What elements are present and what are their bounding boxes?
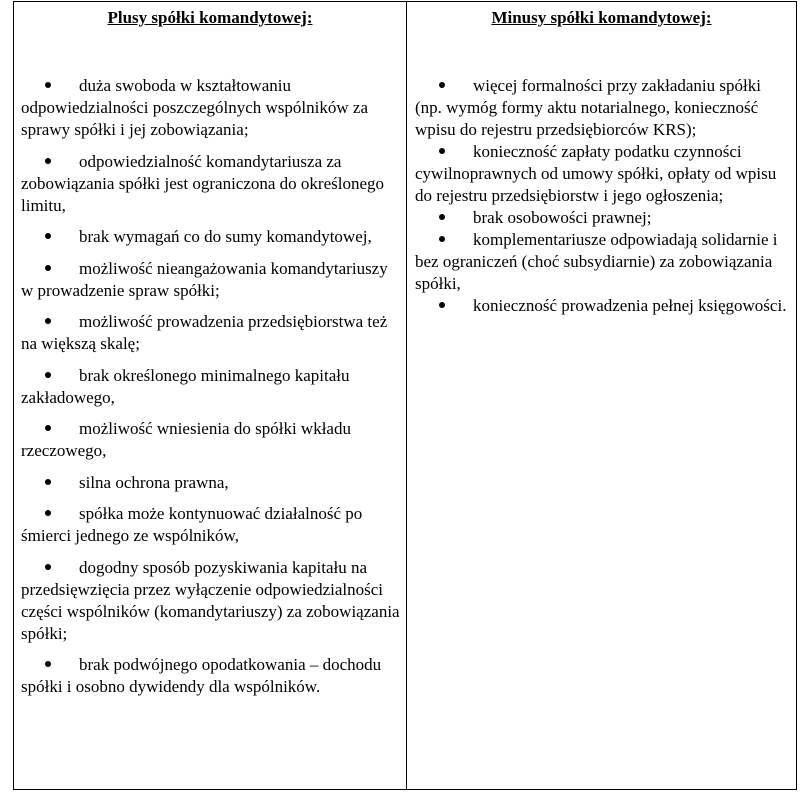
bullet-icon: [45, 265, 51, 271]
list-item-text: konieczność zapłaty podatku czynności cywilnoprawnych od umowy spółki, opłaty od wpisu do rejestru przedsiębiorstw i jego ogłoszenia;: [415, 142, 777, 205]
list-item: [21, 226, 402, 248]
pros-list: [21, 75, 402, 708]
bullet-icon: [45, 661, 51, 667]
list-item-text: możliwość prowadzenia przedsiębiorstwa też na większą skalę;: [21, 312, 388, 353]
bullet-icon: [45, 158, 51, 164]
list-item: [415, 229, 792, 295]
pros-header: Plusy spółki komandytowej:: [107, 8, 313, 27]
bullet-icon: [439, 302, 445, 308]
list-item-text: brak podwójnego opodatkowania – dochodu spółki i osobno dywidendy dla wspólników.: [21, 655, 382, 696]
list-item-text: więcej formalności przy zakładaniu spółki (np. wymóg formy aktu notarialnego, konieczność wpisu do rejestru przedsiębiorców KRS);: [415, 76, 761, 139]
bullet-icon: [45, 479, 51, 485]
list-item-text: dogodny sposób pozyskiwania kapitału na przedsięwzięcia przez wyłączenie odpowiedzialności części wspólników (komandytariuszy) za zobowiązania spółki;: [21, 557, 400, 643]
bullet-icon: [45, 510, 51, 516]
list-item: [21, 654, 402, 698]
cons-header: Minusy spółki komandytowej:: [491, 8, 712, 27]
bullet-icon: [439, 236, 445, 242]
cons-column: [407, 2, 796, 789]
list-item: [21, 557, 402, 645]
bullet-icon: [45, 425, 51, 431]
list-item: [21, 418, 402, 462]
bullet-icon: [45, 372, 51, 378]
list-item: [21, 311, 402, 355]
list-item-text: brak wymagań co do sumy komandytowej,: [79, 227, 372, 246]
bullet-icon: [45, 318, 51, 324]
list-item-text: odpowiedzialność komandytariusza za zobowiązania spółki jest ograniczona do określonego limitu,: [21, 151, 385, 215]
list-item-text: duża swoboda w kształtowaniu odpowiedzialności poszczególnych wspólników za sprawy spółki i jej zobowiązania;: [21, 76, 368, 139]
list-item: [21, 151, 402, 217]
list-item: [21, 365, 402, 409]
comparison-table: [13, 1, 797, 790]
list-item-text: brak osobowości prawnej;: [473, 208, 652, 227]
list-item: [21, 503, 402, 547]
list-item-text: brak określonego minimalnego kapitału zakładowego,: [21, 365, 350, 407]
list-item-text: możliwość wniesienia do spółki wkładu rzeczowego,: [21, 419, 351, 460]
bullet-icon: [45, 233, 51, 239]
bullet-icon: [45, 82, 51, 88]
list-item-text: silna ochrona prawna,: [79, 472, 229, 492]
list-item-text: komplementariusze odpowiadają solidarnie i bez ograniczeń (choć subsydiarnie) za zobowiązania spółki,: [415, 230, 778, 293]
bullet-icon: [439, 214, 445, 220]
list-item-text: możliwość nieangażowania komandytariuszy w prowadzenie spraw spółki;: [21, 258, 388, 300]
list-item: [21, 258, 402, 302]
bullet-icon: [439, 148, 445, 154]
list-item: [21, 472, 402, 494]
bullet-icon: [439, 82, 445, 88]
list-item: [415, 141, 792, 207]
pros-column: [14, 2, 406, 789]
list-item: [415, 207, 792, 229]
bullet-icon: [45, 564, 51, 570]
list-item: [21, 75, 402, 141]
list-item: [415, 75, 792, 141]
list-item-text: konieczność prowadzenia pełnej księgowości.: [473, 296, 787, 315]
cons-list: [415, 75, 792, 317]
list-item-text: spółka może kontynuować działalność po śmierci jednego ze wspólników,: [21, 504, 363, 545]
list-item: [415, 295, 792, 317]
